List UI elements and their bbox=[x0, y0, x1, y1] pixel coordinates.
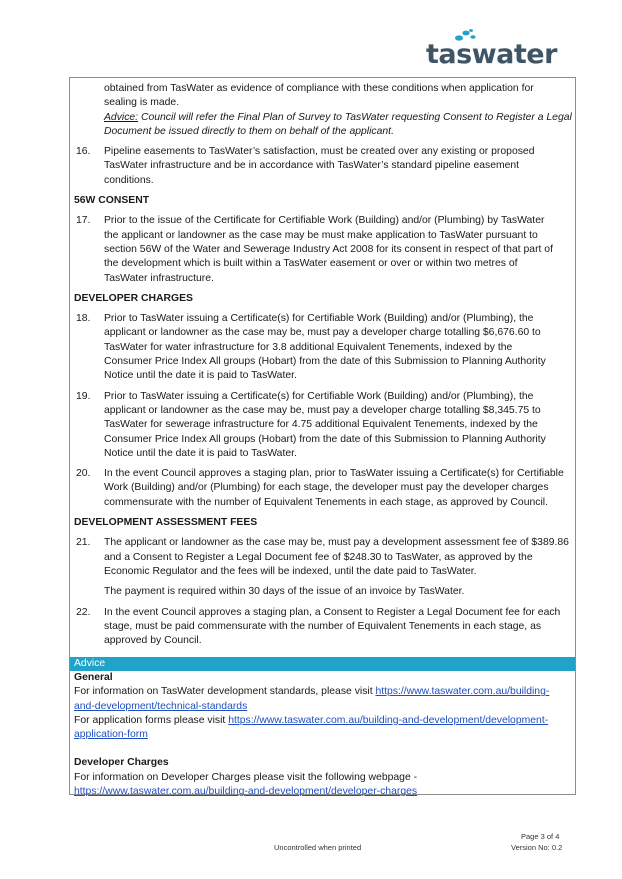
technical-standards-link-cont[interactable]: and-development/technical-standards bbox=[74, 700, 248, 712]
condition-18 bbox=[74, 312, 572, 383]
section-heading-developer-charges: DEVELOPER CHARGES bbox=[74, 292, 193, 304]
condition-line: TasWater for sewerage infrastructure for 4.75 additional Equivalent Tenements, indexed by the bbox=[104, 419, 538, 431]
condition-line: Economic Regulator and the fees will be indexed, until the date paid to TasWater. bbox=[104, 565, 477, 577]
conditions-box bbox=[69, 77, 576, 798]
advice-dev-heading: Developer Charges bbox=[74, 757, 169, 769]
intro-continuation bbox=[74, 82, 572, 139]
condition-line: Notice until the date it is paid to TasWater. bbox=[104, 447, 297, 459]
condition-line: Prior to TasWater issuing a Certificate(s) for Certifiable Work (Building) and/or (Plumbing), the bbox=[104, 313, 534, 325]
technical-standards-link[interactable]: https://www.taswater.com.au/building- bbox=[375, 686, 550, 698]
condition-line: applicant or landowner as the case may be, must pay a developer charge totalling $8,345.75 to bbox=[104, 404, 541, 416]
condition-line: Prior to TasWater issuing a Certificate(s) for Certifiable Work (Building) and/or (Plumbing), the bbox=[104, 390, 534, 402]
condition-line: TasWater infrastructure. bbox=[104, 272, 214, 284]
intro-advice-line-2: Document be issued directly to them on behalf of the applicant. bbox=[104, 125, 394, 137]
page-number: Page 3 of 4 bbox=[521, 832, 560, 841]
intro-advice bbox=[104, 111, 572, 125]
condition-number: 21. bbox=[76, 537, 91, 549]
condition-line: conditions. bbox=[104, 174, 154, 186]
intro-line: sealing is made. bbox=[104, 97, 180, 109]
condition-line: commensurate with the number of Equivalent Tenements in each stage, as approved by Council. bbox=[104, 496, 548, 508]
condition-line: TasWater infrastructure and be in accordance with TasWater’s standard pipeline easement bbox=[104, 160, 520, 172]
condition-line: Work (Building) and/or (Plumbing) for each stage, the developer must pay the developer charges bbox=[104, 482, 549, 494]
advice-forms-link-cont bbox=[74, 728, 572, 742]
advice-general-text bbox=[74, 685, 572, 699]
condition-number: 20. bbox=[76, 468, 91, 480]
condition-line: applicant or landowner as the case may be, must pay a developer charge totalling $6,676.60 to bbox=[104, 327, 541, 339]
uncontrolled-note: Uncontrolled when printed bbox=[274, 843, 362, 852]
condition-line: the applicant or landowner as the case may be must make application to TasWater pursuant to bbox=[104, 229, 538, 241]
advice-bar: Advice bbox=[70, 657, 575, 671]
condition-line: The applicant or landowner as the case may be, must pay a development assessment fee of $389.86 bbox=[104, 537, 569, 549]
condition-number: 22. bbox=[76, 606, 91, 618]
condition-number: 19. bbox=[76, 390, 91, 402]
advice-dev-link-line bbox=[74, 785, 572, 799]
taswater-logo bbox=[426, 28, 556, 78]
condition-line: In the event Council approves a staging plan, prior to TasWater issuing a Certificate(s) for Certifiable bbox=[104, 468, 564, 480]
section-heading-56w: 56W CONSENT bbox=[74, 195, 150, 207]
application-form-link[interactable]: https://www.taswater.com.au/building-and-development/development- bbox=[228, 714, 549, 726]
condition-19 bbox=[74, 390, 572, 461]
application-form-link-cont[interactable]: application-form bbox=[74, 729, 148, 741]
condition-line: and a Consent to Register a Legal Document fee of $248.30 to TasWater, as approved by the bbox=[104, 551, 533, 563]
advice-text: For information on TasWater development standards, please visit bbox=[74, 686, 376, 698]
advice-label: Advice: bbox=[104, 111, 139, 123]
condition-20 bbox=[74, 467, 572, 510]
condition-17 bbox=[74, 214, 572, 285]
condition-line: section 56W of the Water and Sewerage Industry Act 2008 for its consent in respect of that part of bbox=[104, 243, 553, 255]
condition-16 bbox=[74, 145, 572, 188]
advice-section bbox=[74, 671, 572, 799]
condition-line: stage, must be paid commensurate with the number of Equivalent Tenements in each stage, as bbox=[104, 620, 542, 632]
condition-line: Consumer Price Index All groups (Hobart) from the date of this Submission to Planning Authority bbox=[104, 433, 546, 445]
condition-number: 17. bbox=[76, 215, 91, 227]
condition-number: 18. bbox=[76, 313, 91, 325]
advice-general-heading: General bbox=[74, 672, 113, 683]
developer-charges-link[interactable]: https://www.taswater.com.au/building-and-development/developer-charges bbox=[74, 786, 418, 798]
advice-text: For application forms please visit bbox=[74, 714, 229, 726]
condition-line: approved by Council. bbox=[104, 635, 202, 647]
payment-note: The payment is required within 30 days of the issue of an invoice by TasWater. bbox=[104, 586, 465, 598]
condition-22 bbox=[74, 606, 572, 649]
advice-general-link-cont bbox=[74, 700, 572, 714]
condition-line: the development which is built within a TasWater easement or over or within two metres of bbox=[104, 258, 518, 270]
logo-wordmark: taswater bbox=[426, 39, 557, 70]
condition-line: Notice until the date it is paid to TasWater. bbox=[104, 370, 297, 382]
condition-21 bbox=[74, 536, 572, 579]
advice-dev-text: For information on Developer Charges please visit the following webpage - bbox=[74, 771, 418, 783]
condition-number: 16. bbox=[76, 146, 91, 158]
section-heading-assessment-fees: DEVELOPMENT ASSESSMENT FEES bbox=[74, 517, 258, 529]
condition-line: Pipeline easements to TasWater’s satisfaction, must be created over any existing or proposed bbox=[104, 146, 535, 158]
version-number: Version No: 0.2 bbox=[511, 843, 563, 852]
intro-line: obtained from TasWater as evidence of compliance with these conditions when application for bbox=[104, 83, 534, 94]
condition-line: Consumer Price Index All groups (Hobart) from the date of this Submission to Planning Authority bbox=[104, 356, 546, 368]
advice-text: Council will refer the Final Plan of Survey to TasWater requesting Consent to Register a Legal bbox=[138, 111, 572, 123]
conditions-content bbox=[74, 82, 572, 654]
condition-line: TasWater for water infrastructure for 3.8 additional Equivalent Tenements, indexed by the bbox=[104, 341, 513, 353]
condition-line: In the event Council approves a staging plan, a Consent to Register a Legal Document fee for each bbox=[104, 606, 561, 618]
condition-line: Prior to the issue of the Certificate for Certifiable Work (Building) and/or (Plumbing) by TasWater bbox=[104, 215, 545, 227]
advice-forms-text bbox=[74, 714, 572, 728]
